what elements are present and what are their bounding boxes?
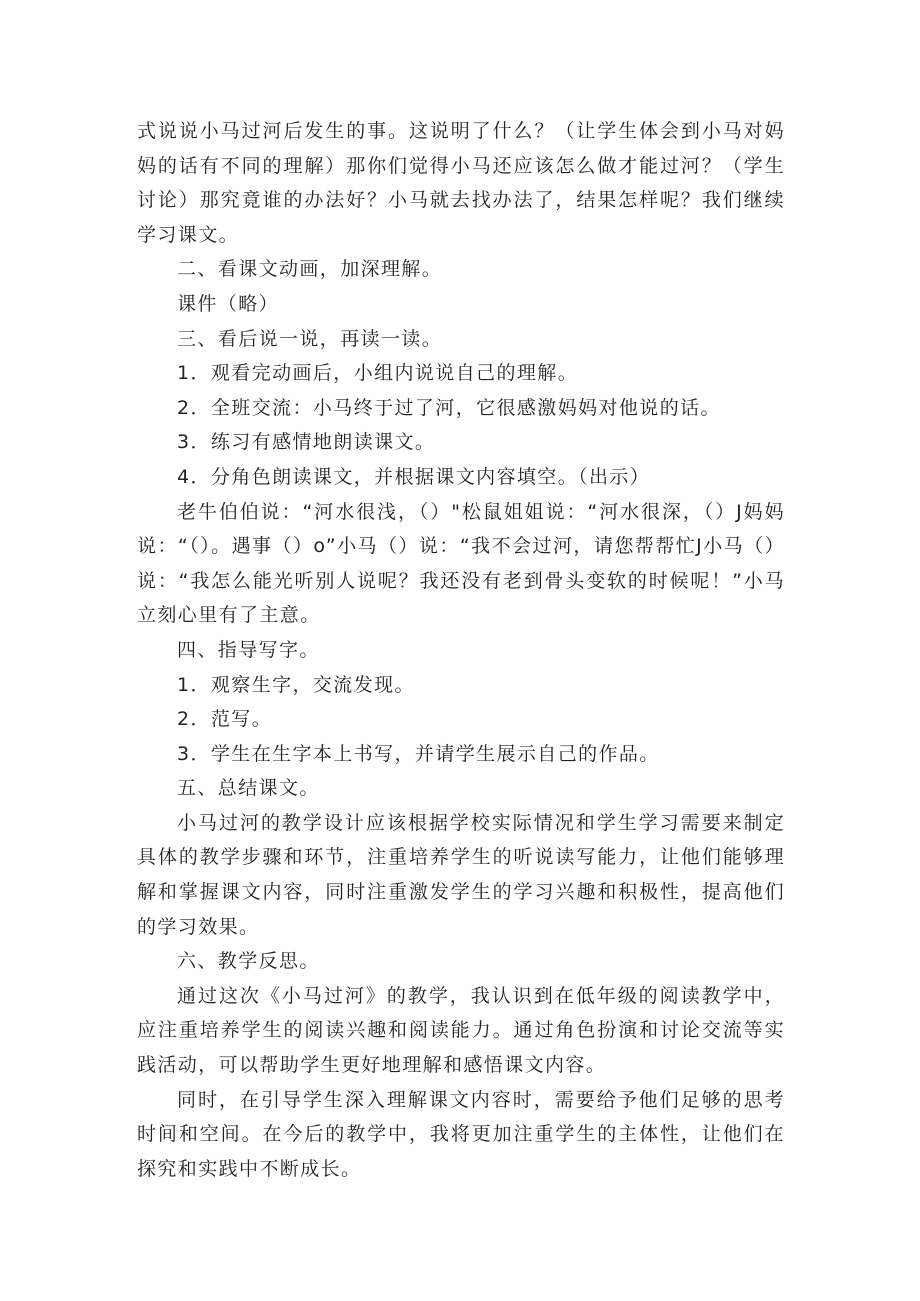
section-heading-5: 五、总结课文。 [177,777,320,800]
fill-in-paragraph: 老牛伯伯说：“河水很浅，（）"松鼠姐姐说：“河水很深，（）J妈妈说：“（）。遇事（）o”小马（）说：“我不会过河，请您帮帮忙J小马（）说：“我怎么能光听别人说呢？我还没有老到骨头变软的时候呢！”小马立刻心里有了主意。 [137,500,785,627]
section-heading-6: 六、教学反思。 [177,950,320,973]
paragraph-courseware: 课件（略） [177,292,280,315]
list-item: 3．练习有感情地朗读课文。 [177,431,436,454]
summary-paragraph: 小马过河的教学设计应该根据学校实际情况和学生学习需要来制定具体的教学步骤和环节，注重培养学生的听说读写能力，让他们能够理解和掌握课文内容，同时注重激发学生的学习兴趣和积极性，提高他们的学习效果。 [137,811,785,938]
section-heading-2: 二、看课文动画，加深理解。 [177,258,443,281]
list-item: 2．范写。 [177,708,273,731]
list-item: 1．观察生字，交流发现。 [177,673,415,696]
section-heading-3: 三、看后说一说，再读一读。 [177,327,443,350]
paragraph-continuation: 式说说小马过河后发生的事。这说明了什么？（让学生体会到小马对妈妈的话有不同的理解）那你们觉得小马还应该怎么做才能过河？（学生讨论）那究竟谁的办法好？小马就去找办法了，结果怎样呢？我们继续学习课文。 [137,120,785,246]
list-item: 3．学生在生字本上书写，并请学生展示自己的作品。 [177,742,660,765]
document-body [137,114,785,1186]
reflection-paragraph: 通过这次《小马过河》的教学，我认识到在低年级的阅读教学中，应注重培养学生的阅读兴趣和阅读能力。通过角色扮演和讨论交流等实践活动，可以帮助学生更好地理解和感悟课文内容。 [137,984,785,1077]
list-item: 4．分角色朗读课文，并根据课文内容填空。（出示） [177,465,651,488]
section-heading-4: 四、指导写字。 [177,638,320,661]
list-item: 1．观看完动画后，小组内说说自己的理解。 [177,362,579,385]
list-item: 2．全班交流：小马终于过了河，它很感激妈妈对他说的话。 [177,396,721,419]
reflection-paragraph: 同时，在引导学生深入理解课文内容时，需要给予他们足够的思考时间和空间。在今后的教学中，我将更加注重学生的主体性，让他们在探究和实践中不断成长。 [137,1088,785,1180]
